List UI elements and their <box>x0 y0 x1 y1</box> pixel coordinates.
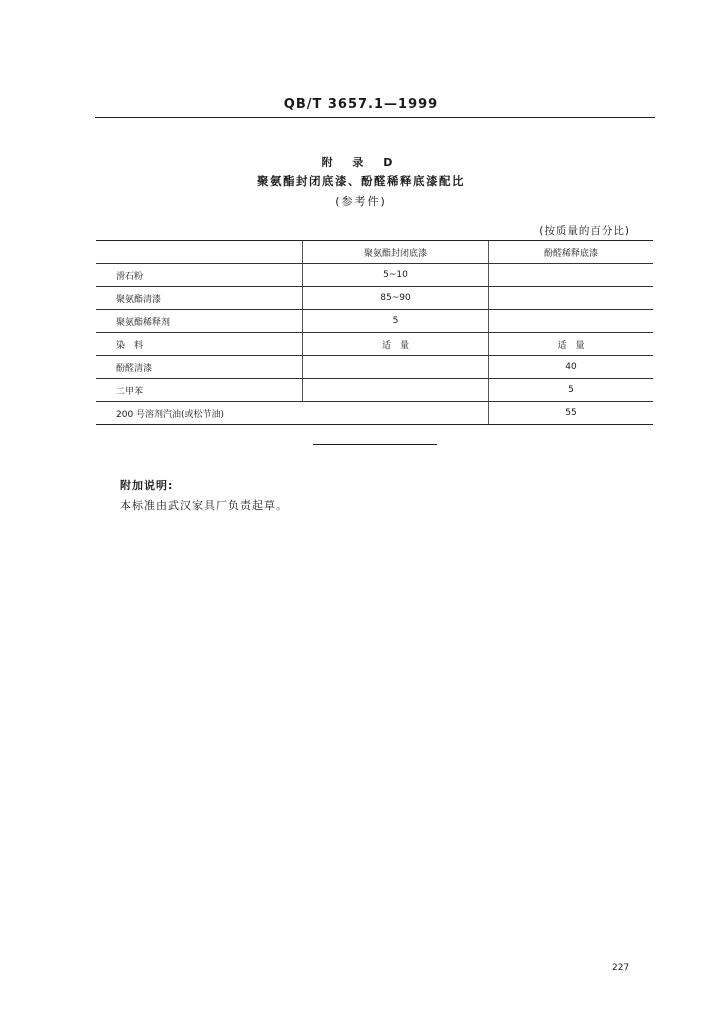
cell-value: 适 量 <box>303 333 489 356</box>
cell-value: 5~10 <box>303 264 489 287</box>
row-label: 聚氨酯清漆 <box>96 287 303 310</box>
table-row <box>96 333 653 356</box>
header-cell-blank <box>96 241 303 264</box>
unit-note: (按质量的百分比) <box>539 225 630 237</box>
notes-title: 附加说明: <box>120 479 174 492</box>
cell-value: 5 <box>303 310 489 333</box>
row-label: 聚氨酯稀释剂 <box>96 310 303 333</box>
ratio-table <box>96 240 653 425</box>
cell-value: 55 <box>489 402 654 425</box>
row-label: 滑石粉 <box>96 264 303 287</box>
row-label: 酚醛清漆 <box>96 356 303 379</box>
cell-value: 85~90 <box>303 287 489 310</box>
row-label: 200 号溶剂汽油(或松节油) <box>96 402 489 425</box>
table-row <box>96 402 653 425</box>
end-rule <box>313 444 437 445</box>
appendix-subtitle: (参考件) <box>335 195 387 208</box>
cell-value: 40 <box>489 356 654 379</box>
row-label: 二甲苯 <box>96 379 303 402</box>
header-rule <box>95 117 655 118</box>
page-number: 227 <box>612 963 630 973</box>
cell-value <box>489 264 654 287</box>
cell-value <box>489 310 654 333</box>
row-label: 染 料 <box>96 333 303 356</box>
table-row <box>96 287 653 310</box>
cell-value <box>303 379 489 402</box>
cell-value: 适 量 <box>489 333 654 356</box>
table-row <box>96 264 653 287</box>
header-cell-polyurethane-primer: 聚氨酯封闭底漆 <box>303 241 489 264</box>
notes-text: 本标准由武汉家具厂负责起草。 <box>120 499 288 512</box>
appendix-title: 聚氨酯封闭底漆、酚醛稀释底漆配比 <box>257 174 465 188</box>
cell-value <box>303 356 489 379</box>
table-row <box>96 310 653 333</box>
cell-value: 5 <box>489 379 654 402</box>
table-row <box>96 379 653 402</box>
header-cell-phenolic-primer: 酚醛稀释底漆 <box>489 241 654 264</box>
cell-value <box>489 287 654 310</box>
appendix-label: 附 录 D <box>321 156 401 169</box>
standard-code: QB/T 3657.1—1999 <box>283 97 439 112</box>
table-header-row <box>96 241 653 264</box>
table-row <box>96 356 653 379</box>
